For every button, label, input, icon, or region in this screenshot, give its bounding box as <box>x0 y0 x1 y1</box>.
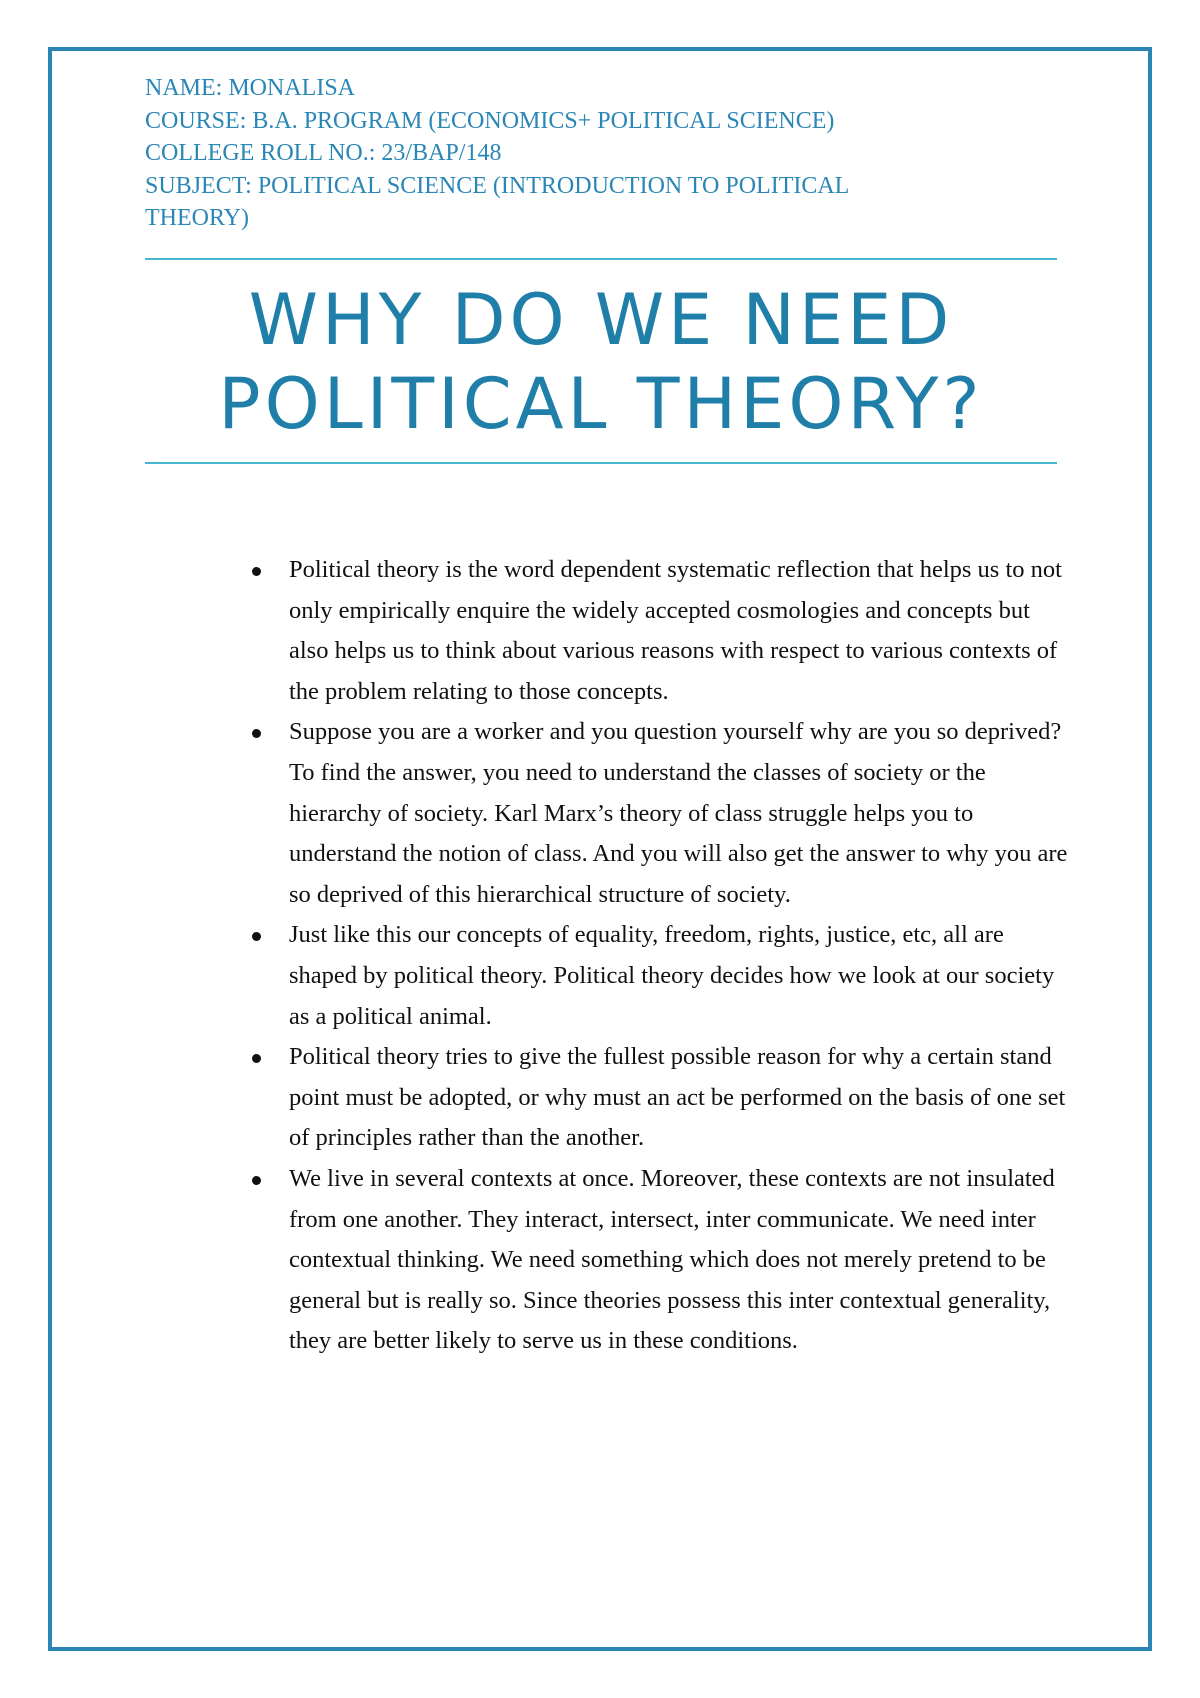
bullet-dot-icon <box>252 1176 261 1185</box>
page-title <box>145 278 1057 446</box>
bullet-dot-icon <box>252 567 261 576</box>
subject-line-2: THEORY) <box>145 205 249 231</box>
bullet-text: Political theory tries to give the fullest possible reason for why a certain stand point must be adopted, or why must an act be performed on the basis of one set of principles rather than the another. <box>289 1043 1066 1152</box>
roll-number: COLLEGE ROLL NO.: 23/BAP/148 <box>145 140 502 166</box>
bullet-text: Political theory is the word dependent systematic reflection that helps us to not only empirically enquire the widely accepted cosmologies and concepts but also helps us to think about various reasons with respect to various contexts of the problem relating to those concepts. <box>289 556 1062 705</box>
student-info <box>145 72 1045 235</box>
bullet-item <box>248 550 1068 712</box>
bullet-text: Just like this our concepts of equality, freedom, rights, justice, etc, all are shaped by political theory. Political theory decides how we look at our society as a political animal. <box>289 921 1055 1030</box>
bullet-item <box>248 1159 1068 1362</box>
bullet-dot-icon <box>252 932 261 941</box>
bullet-text: We live in several contexts at once. Moreover, these contexts are not insulated from one another. They interact, intersect, inter communicate. We need inter contextual thinking. We need something which does not merely pretend to be general but is really so. Since theories possess this inter contextual generality, they are better likely to serve us in these conditions. <box>289 1164 1055 1355</box>
bullet-dot-icon <box>252 1054 261 1063</box>
bullet-item <box>248 915 1068 1037</box>
subject-line-1: SUBJECT: POLITICAL SCIENCE (INTRODUCTION TO POLITICAL <box>145 172 850 199</box>
student-name: NAME: MONALISA <box>145 75 355 101</box>
bullet-text: Suppose you are a worker and you question yourself why are you so deprived? To find the answer, you need to understand the classes of society or the hierarchy of society. Karl Marx’s theory of class struggle helps you to understand the notion of class. And you will also get the answer to why you are so deprived of this hierarchical structure of society. <box>289 718 1068 908</box>
title-bottom-rule <box>145 462 1057 464</box>
bullet-list <box>248 550 1068 1362</box>
bullet-item <box>248 1037 1068 1159</box>
title-line-2: POLITICAL THEORY? <box>218 363 984 445</box>
title-line-1: WHY DO WE NEED <box>248 279 954 361</box>
title-top-rule <box>145 258 1057 260</box>
bullet-dot-icon <box>252 729 261 738</box>
course-line: COURSE: B.A. PROGRAM (ECONOMICS+ POLITICAL SCIENCE) <box>145 107 835 134</box>
bullet-item <box>248 712 1068 915</box>
